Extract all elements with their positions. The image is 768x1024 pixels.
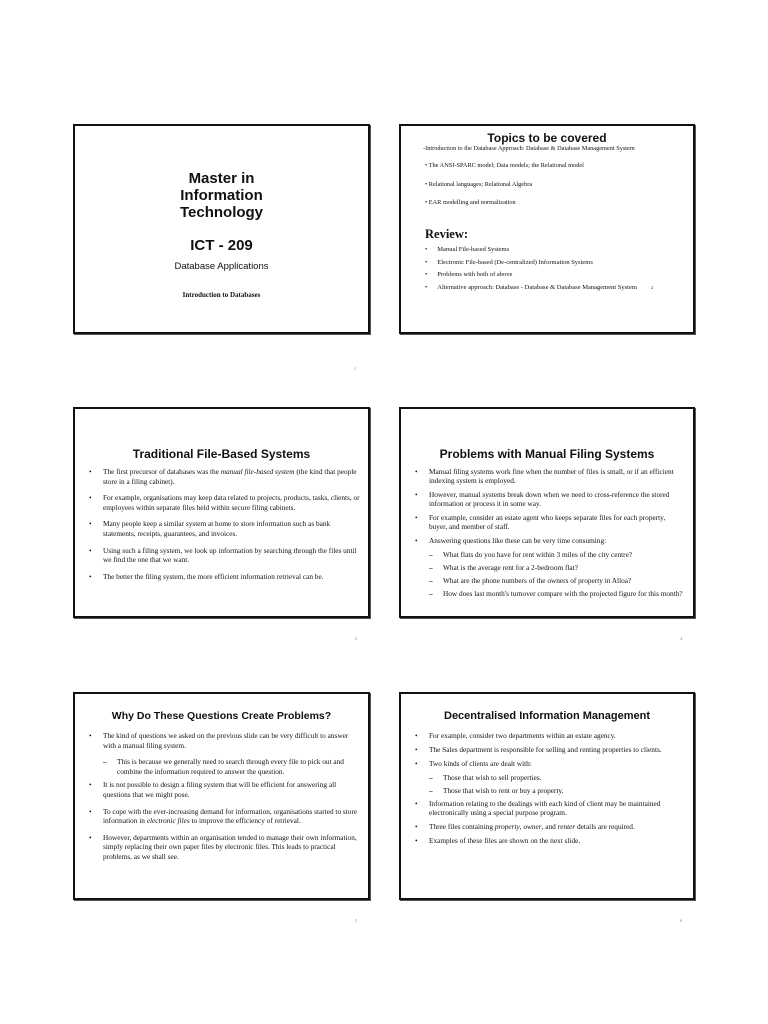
review-heading: Review: bbox=[425, 227, 469, 241]
bullet-text: It is not possible to design a filing system that will be efficient for answering all questions that we might pose. bbox=[103, 780, 337, 799]
bullet-text: Answering questions like these can be very time consuming: bbox=[429, 536, 607, 545]
title-line-3: Technology bbox=[179, 204, 264, 221]
bullet-text: This is because we generally need to search through every file to pick out and combine the information required to answer the question. bbox=[117, 757, 344, 776]
bullet-text: The Sales department is responsible for selling and renting properties to clients. bbox=[429, 745, 662, 754]
slide-3 bbox=[73, 407, 370, 618]
emphasis-text: manual file-based system bbox=[220, 467, 295, 476]
page-number: 4 bbox=[680, 636, 682, 641]
bullet-text: How does last month's turnover compare with the projected figure for this month? bbox=[443, 589, 683, 598]
bullet-text: Three files containing bbox=[429, 822, 495, 831]
bullet-text: to improve the efficiency of retrieval. bbox=[189, 816, 301, 826]
bullet-text: For example, consider an estate agent who keeps separate files for each property, buyer, and member of staff. bbox=[429, 513, 666, 531]
page-number: 6 bbox=[680, 918, 682, 923]
title-line-1: Master in bbox=[188, 170, 255, 187]
bullet-item bbox=[415, 513, 685, 531]
page-number: 1 bbox=[354, 366, 356, 371]
bullet-item bbox=[89, 493, 360, 512]
topics-list bbox=[401, 145, 693, 206]
bullet-text: details are required. bbox=[575, 822, 635, 831]
slide-heading: Topics to be covered bbox=[487, 131, 607, 145]
bullet-item bbox=[415, 759, 685, 768]
bullet-item bbox=[415, 822, 685, 831]
slide-heading: Problems with Manual Filing Systems bbox=[439, 447, 655, 461]
bullet-text: Many people keep a similar system at home to store information such as bank statements, receipts, guarantees, and invoices. bbox=[103, 519, 331, 538]
slide-heading: Why Do These Questions Create Problems? bbox=[111, 710, 332, 722]
sub-bullet-item bbox=[89, 757, 360, 776]
bullet-text: , and bbox=[541, 822, 558, 831]
bullet-text: For example, organisations may keep data related to projects, products, tasks, clients, or employees within separate files held within secure filing cabinets. bbox=[103, 493, 360, 512]
emphasis-text: owner bbox=[523, 822, 542, 831]
bullet-text: , bbox=[519, 822, 524, 831]
review-text: Electronic File-based (De-centralized) Information Systems bbox=[437, 258, 593, 266]
bullet-text: Manual filing systems work fine when the number of files is small, or if an efficient indexing system is employed. bbox=[429, 467, 674, 485]
topic-item: • EAR modelling and normalization bbox=[425, 199, 516, 206]
bullet-text: What are the phone numbers of the owners of property in Alloa? bbox=[443, 576, 632, 585]
bullet-text: Using such a filing system, we look up information by searching through the files until we find the one that we want. bbox=[103, 545, 357, 565]
bullet-text: Those that wish to rent or buy a property. bbox=[443, 786, 564, 795]
review-text: Problems with both of above bbox=[437, 271, 513, 279]
slide-5 bbox=[73, 692, 370, 900]
topic-item: • Relational languages; Relational Algebra bbox=[425, 181, 533, 188]
bullet-text: However, manual systems break down when we need to cross-reference the stored information or process it in some way. bbox=[429, 490, 670, 508]
slide-heading: Traditional File-Based Systems bbox=[132, 447, 311, 461]
bullet-item bbox=[89, 572, 360, 582]
slide-6 bbox=[399, 692, 695, 900]
review-list bbox=[401, 244, 693, 294]
review-text: Alternative approach: Database - Database & Database Management System bbox=[437, 283, 637, 291]
bullet-item bbox=[415, 799, 685, 817]
bullet-item bbox=[415, 490, 685, 508]
emphasis-text: property bbox=[494, 822, 520, 831]
bullet-item bbox=[415, 467, 685, 485]
page-number: 5 bbox=[355, 918, 357, 923]
bullet-text: Information relating to the dealings with each kind of client may be maintained electronically using a special purpose program. bbox=[429, 799, 661, 817]
emphasis-text: electronic files bbox=[146, 816, 190, 826]
slide-title bbox=[73, 124, 370, 334]
bullet-text: Two kinds of clients are dealt with: bbox=[429, 759, 532, 768]
bullet-text: The better the filing system, the more efficient information retrieval can be. bbox=[103, 571, 324, 581]
bullet-item bbox=[89, 780, 360, 799]
bullet-item bbox=[89, 467, 360, 486]
review-item: • Problems with both of above bbox=[425, 271, 513, 279]
bullet-text: What is the average rent for a 2-bedroom flat? bbox=[443, 563, 578, 572]
slide-heading: Decentralised Information Management bbox=[444, 710, 650, 722]
bullet-text: To cope with the ever-increasing demand for information, organisations started to store information in bbox=[103, 806, 358, 826]
course-name: Database Applications bbox=[174, 261, 269, 272]
bullet-item bbox=[415, 836, 685, 845]
slide-topics bbox=[399, 124, 695, 334]
bullet-item bbox=[89, 546, 360, 565]
bullet-text: Examples of these files are shown on the next slide. bbox=[429, 836, 581, 845]
review-text: Manual File-based Systems bbox=[437, 246, 510, 253]
bullet-text: What flats do you have for rent within 3 miles of the city centre? bbox=[443, 550, 633, 559]
bullet-text: For example, consider two departments within an estate agency. bbox=[429, 731, 616, 740]
bullet-text: Those that wish to sell properties. bbox=[443, 773, 542, 782]
bullet-item bbox=[415, 745, 685, 754]
bullet-item bbox=[89, 519, 360, 538]
bullet-text: However, departments within an organisation tended to manage their own information, simply replacing their own paper files by electronic files. This leads to practical problems, as we shall see. bbox=[103, 832, 357, 861]
sub-bullet-item bbox=[415, 773, 685, 782]
topic-item: -Introduction to the Database Approach: Database & Database Management System bbox=[423, 145, 635, 152]
bullet-list bbox=[75, 731, 368, 862]
course-code: ICT - 209 bbox=[190, 237, 253, 254]
review-item: • Electronic File-based (De-centralized) Information Systems bbox=[425, 258, 593, 266]
sub-bullet-item bbox=[415, 550, 685, 559]
bullet-list bbox=[401, 467, 693, 598]
bullet-item bbox=[415, 731, 685, 740]
bullet-item bbox=[89, 807, 360, 826]
page-number: 2 bbox=[650, 284, 653, 290]
review-item: • Manual File-based Systems bbox=[425, 246, 510, 253]
bullet-text: The first precursor of databases was the bbox=[103, 467, 221, 476]
slide-4 bbox=[399, 407, 695, 618]
sub-bullet-item bbox=[415, 563, 685, 572]
emphasis-text: renter bbox=[557, 822, 576, 831]
bullet-list bbox=[401, 731, 693, 845]
bullet-list bbox=[75, 467, 368, 581]
sub-bullet-item bbox=[415, 786, 685, 795]
page-number: 3 bbox=[355, 636, 357, 641]
topic-item: • The ANSI-SPARC model; Data models; the Relational model bbox=[425, 162, 584, 169]
sub-bullet-item bbox=[415, 589, 685, 598]
slide-subtitle: Introduction to Databases bbox=[182, 291, 261, 299]
review-item: • Alternative approach: Database - Database & Database Management System 2 bbox=[425, 283, 653, 291]
bullet-item bbox=[89, 833, 360, 862]
bullet-text: (the kind that people store in a filing cabinet). bbox=[103, 467, 357, 486]
sub-bullet-item bbox=[415, 576, 685, 585]
bullet-text: The kind of questions we asked on the previous slide can be very difficult to answer with a manual filing system. bbox=[103, 731, 349, 750]
bullet-item bbox=[415, 536, 685, 545]
bullet-item bbox=[89, 731, 360, 750]
title-line-2: Information bbox=[180, 187, 263, 204]
